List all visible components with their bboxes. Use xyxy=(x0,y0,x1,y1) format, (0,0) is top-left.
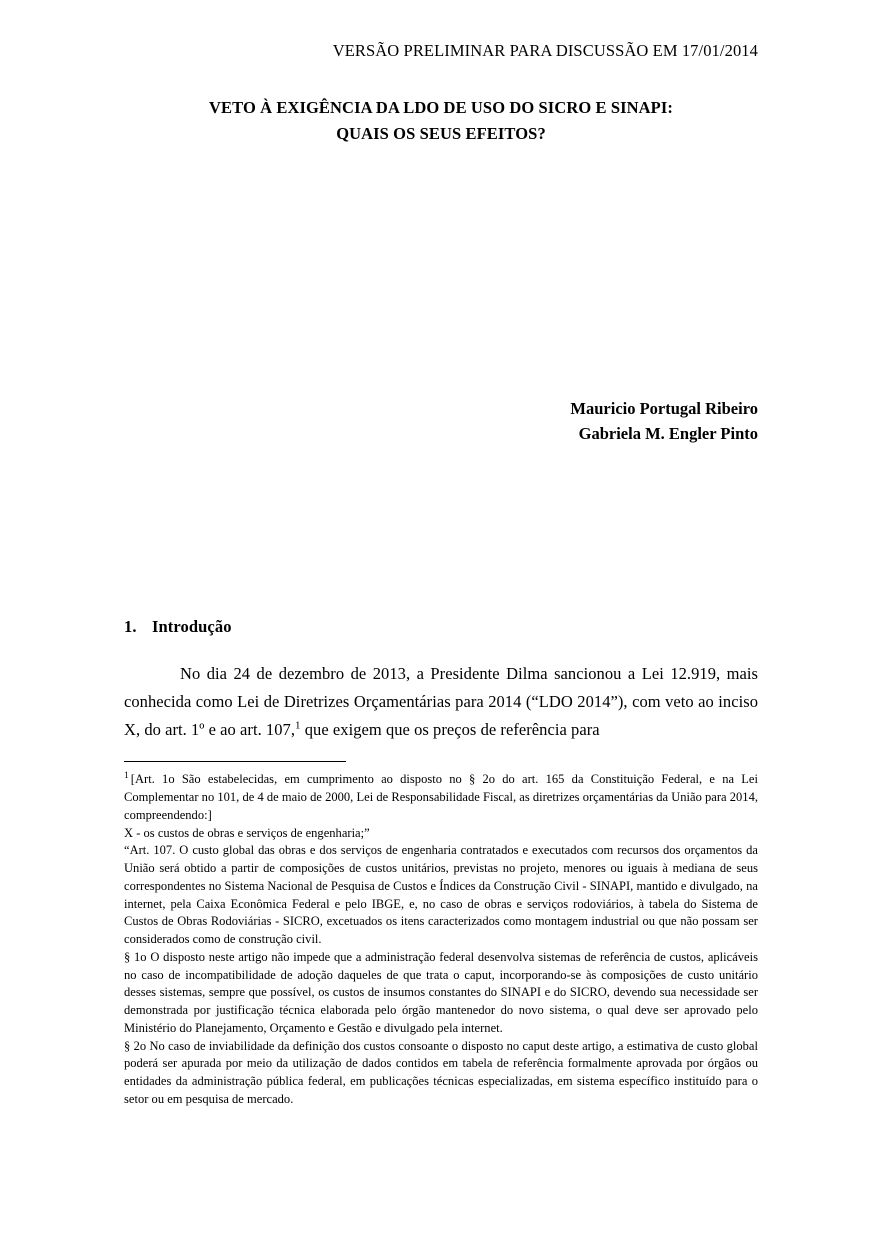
footnote-text: “Art. 107. O custo global das obras e dos serviços de engenharia contratados e executados com recursos dos orçamentos da União será obtido a partir de composições de custos unitários, previstas no projeto, menores ou iguais à mediana de seus correspondentes no Sistema Nacional de Pesquisa de Custos e Índices da Construção Civil - SINAPI, mantido e divulgado, na internet, pela Caixa Econômica Federal e pelo IBGE, e, no caso de obras e serviços rodoviários, à tabela do Sistema de Custos de Obras Rodoviárias - SICRO, excetuados os itens caracterizados como montagem industrial ou que não possam ser considerados como de construção civil. xyxy=(124,843,758,947)
footnote-separator xyxy=(124,761,346,762)
footnote-text: § 2o No caso de inviabilidade da definição dos custos consoante o disposto no caput deste artigo, a estimativa de custo global poderá ser apurada por meio da utilização de dados contidos em tabela de referência formalmente aprovada por órgãos ou entidades da administração pública federal, em publicações técnicas especializadas, em sistema específico instituído para o setor ou em pesquisa de mercado. xyxy=(124,1038,758,1106)
footnote-item xyxy=(124,825,758,843)
body-paragraph-1-part-a: No dia 24 de dezembro de 2013, a Presidente Dilma sancionou a Lei 12.919, mais conhecida como Lei de Diretrizes Orçamentárias para 2014 (“LDO 2014”), com veto ao inciso X, do art. 1º e ao art. 107, xyxy=(124,663,758,740)
document-title-line-2: QUAIS OS SEUS EFEITOS? xyxy=(336,124,546,143)
document-title xyxy=(161,95,721,146)
body-paragraph-1-part-b: que exigem que os preços de referência para xyxy=(300,720,600,740)
author-block xyxy=(124,396,758,447)
footnote-block xyxy=(124,771,758,1108)
footnote-item xyxy=(124,949,758,1038)
author-name-1: Mauricio Portugal Ribeiro xyxy=(570,398,758,418)
footnote-text: § 1o O disposto neste artigo não impede que a administração federal desenvolva sistemas de referência de custos, aplicáveis no caso de incompatibilidade de adoção daqueles de que trata o caput, incorporando-se às composições de custo unitário desses sistemas, sempre que possível, os custos de insumos constantes do SINAPI e do SICRO, devendo sua necessidade ser demonstrada por justificação técnica elaborada pelo órgão mantenedor do novo sistema, o qual deve ser aprovado pelo Ministério do Planejamento, Orçamento e Gestão e divulgado pela internet. xyxy=(124,949,758,1035)
footnote-item xyxy=(124,842,758,949)
footnote-item xyxy=(124,1038,758,1109)
footnote-text: X - os custos de obras e serviços de engenharia;” xyxy=(124,825,370,840)
author-name-2: Gabriela M. Engler Pinto xyxy=(578,424,758,444)
footnote-marker: 1 xyxy=(124,771,129,782)
footnote-reference-1[interactable]: 1 xyxy=(295,719,301,732)
section-number: 1. xyxy=(124,616,137,636)
document-header-note: VERSÃO PRELIMINAR PARA DISCUSSÃO EM 17/01/2014 xyxy=(332,41,758,60)
footnote-text: [Art. 1o São estabelecidas, em cumprimento ao disposto no § 2o do art. 165 da Constituição Federal, e na Lei Complementar no 101, de 4 de maio de 2000, Lei de Responsabilidade Fiscal, as diretrizes orçamentárias da União para 2014, compreendendo:] xyxy=(124,772,758,822)
section-heading-introducao xyxy=(124,617,758,637)
page-content xyxy=(124,40,758,1109)
body-paragraph-1 xyxy=(124,660,758,745)
section-title: Introdução xyxy=(152,616,232,636)
footnote-item xyxy=(124,771,758,824)
document-title-line-1: VETO À EXIGÊNCIA DA LDO DE USO DO SICRO E SINAPI: xyxy=(209,98,673,118)
